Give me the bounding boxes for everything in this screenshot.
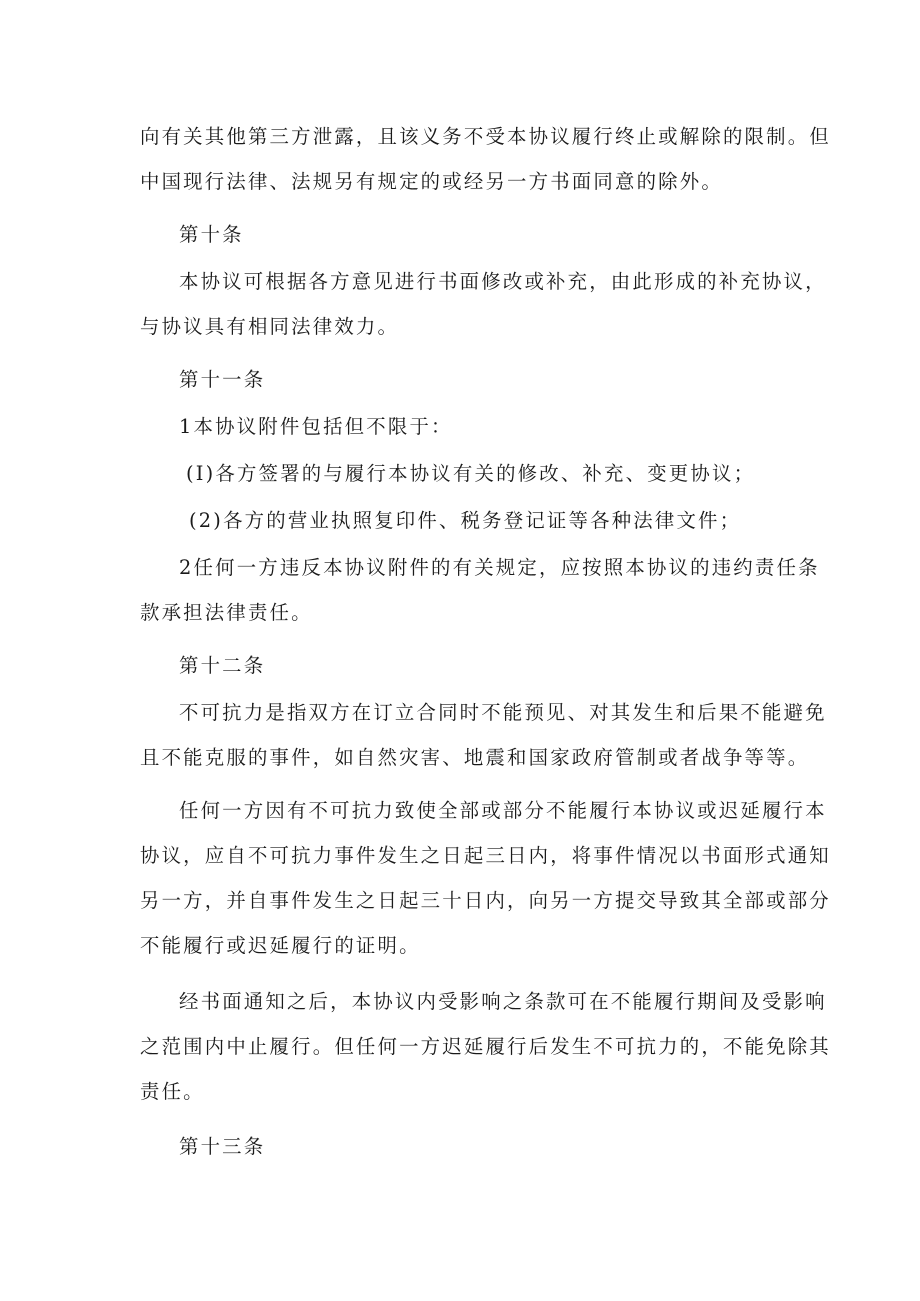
text-line: 与协议具有相同法律效力。 [140, 315, 400, 338]
text-line: 2任何一方违反本协议附件的有关规定，应按照本协议的违约责任条 [179, 556, 820, 579]
text-line: 本协议可根据各方意见进行书面修改或补充，由此形成的补充协议， [179, 270, 827, 293]
text-line: 第十一条 [179, 368, 266, 391]
text-line: 另一方，并自事件发生之日起三十日内，向另一方提交导致其全部或部分 [140, 889, 831, 912]
article-11-heading [179, 357, 825, 402]
paragraph-annex-intro [179, 404, 825, 449]
text-line: 责任。 [140, 1080, 205, 1103]
text-line: 第十条 [179, 223, 244, 246]
text-line: 款承担法律责任。 [140, 601, 313, 624]
article-12-heading [179, 643, 825, 688]
text-line: 经书面通知之后，本协议内受影响之条款可在不能履行期间及受影响 [179, 990, 827, 1013]
text-line: 任何一方因有不可抗力致使全部或部分不能履行本协议或迟延履行本 [179, 799, 827, 822]
paragraph-force-majeure-definition [140, 690, 827, 780]
text-line: (I)各方签署的与履行本协议有关的修改、补充、变更协议； [186, 462, 756, 485]
text-line: 不能履行或迟延履行的证明。 [140, 934, 421, 957]
text-line: (2)各方的营业执照复印件、税务登记证等各种法律文件； [189, 509, 742, 532]
article-10-heading [179, 212, 825, 257]
paragraph-force-majeure-suspension [140, 979, 831, 1114]
paragraph-confidentiality-continuation [140, 114, 831, 204]
paragraph-force-majeure-notice [140, 788, 831, 968]
text-line: 向有关其他第三方泄露，且该义务不受本协议履行终止或解除的限制。但 [140, 125, 831, 148]
text-line: 第十三条 [179, 1135, 266, 1158]
text-line: 中国现行法律、法规另有规定的或经另一方书面同意的除外。 [140, 170, 723, 193]
list-item-annex-1 [186, 451, 832, 496]
text-line: 协议，应自不可抗力事件发生之日起三日内，将事件情况以书面形式通知 [140, 844, 831, 867]
paragraph-annex-breach [140, 545, 820, 635]
text-line: 之范围内中止履行。但任何一方迟延履行后发生不可抗力的，不能免除其 [140, 1035, 831, 1058]
text-line: 不可抗力是指双方在订立合同时不能预见、对其发生和后果不能避免 [179, 701, 827, 724]
text-line: 且不能克服的事件，如自然灾害、地震和国家政府管制或者战争等等。 [140, 746, 810, 769]
text-line: 第十二条 [179, 654, 266, 677]
paragraph-amendments [140, 259, 827, 349]
text-line: 1本协议附件包括但不限于： [179, 415, 453, 438]
article-13-heading [179, 1124, 825, 1169]
list-item-annex-2 [189, 498, 835, 543]
